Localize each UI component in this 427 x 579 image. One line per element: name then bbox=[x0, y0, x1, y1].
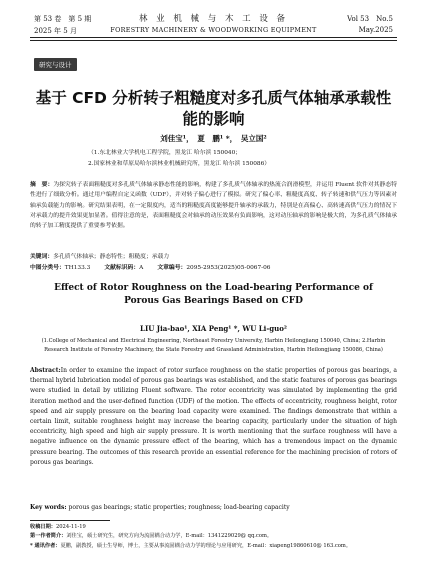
footnote-corresponding-author: * 通讯作者：夏鹏，副教授，硕士生导师，博士，主要从事流固耦合动力学的理论与应用研究，E-mail：xiapeng19860610@ 163.com。 bbox=[30, 542, 352, 549]
abstract-en bbox=[30, 366, 397, 468]
abstract-zh bbox=[30, 180, 397, 231]
abstract-zh-text: 为探究转子表面粗糙度对多孔质气体轴承静态性能的影响，构建了多孔质气体轴承的热流合润滑模型，并运用 Fluent 软件对其静态特性进行了细致分析。通过用户编程自定义函数（UDF），并对转子偏心进行了模拟。研究了偏心率、粗糙度高度、转子转速和供气压力等因素对轴承负载能力的影响。研究结果表明，在一定限度内，适当的粗糙度高度能够提升轴承的承载力，特别是在高偏心、高转速高供气压力的情况下对承载力的提升效果更加显著。值得注意的是，表面粗糙度会对轴承的动压效果有负面影响，这对动压轴承的影响是极大的，为多孔质气体轴承的转子加工精度提供了重要参考依据。 bbox=[30, 182, 397, 230]
volume-zh: 第 53 卷 第 5 期 bbox=[34, 15, 92, 23]
doc-code-label: 文献标识码： bbox=[104, 265, 140, 271]
abstract-en-label: Abstract: bbox=[30, 367, 61, 374]
clc-label: 中图分类号： bbox=[30, 265, 65, 271]
journal-title-en: FORESTRY MACHINERY & WOODWORKING EQUIPMENT bbox=[110, 26, 317, 34]
authors-en: LIU Jia-bao¹, XIA Peng¹ *, WU Li-guo² bbox=[140, 324, 287, 333]
date-en: May.2025 bbox=[358, 26, 393, 34]
authors-zh: 刘佳宝¹， 夏 鹏¹ *， 吴立国² bbox=[160, 134, 267, 143]
header-rule-thick bbox=[30, 37, 397, 38]
footnote-rule bbox=[30, 520, 110, 521]
abstract-zh-label: 摘 要： bbox=[30, 182, 54, 188]
footnotes bbox=[30, 523, 397, 551]
doc-code-value: A bbox=[139, 265, 144, 271]
footnote-received: 收稿日期：2024-11-19 bbox=[30, 524, 86, 530]
volume-en: Vol 53 No.5 bbox=[347, 15, 393, 23]
keywords-zh-label: 关键词： bbox=[30, 254, 54, 260]
journal-title-zh: 林 业 机 械 与 木 工 设 备 bbox=[138, 14, 289, 24]
keywords-en-text: porous gas bearings; static properties; roughness; load-bearing capacity bbox=[68, 504, 290, 511]
article-id-value: 2095-2953(2025)05-0067-06 bbox=[186, 265, 271, 271]
keywords-en bbox=[30, 504, 397, 511]
running-header bbox=[30, 4, 397, 48]
keywords-zh bbox=[30, 251, 397, 260]
date-zh: 2025 年 5 月 bbox=[34, 27, 77, 35]
affiliations-zh bbox=[88, 148, 367, 170]
keywords-zh-text: 多孔质气体轴承；静态特性；粗糙度；承载力 bbox=[53, 254, 170, 260]
keywords-en-label: Key words: bbox=[30, 504, 67, 511]
header-rule-thin bbox=[30, 40, 397, 41]
clc-value: TH133.3 bbox=[64, 265, 91, 271]
abstract-en-text: In order to examine the impact of rotor surface roughness on the static properties of porous gas bearings, a thermal hybrid lubrication model of porous gas bearings was established, and the static features of porous gas bearings were studied in detail by utilizing Fluent software. The rotor eccentricity was simulated by implementing the grid iteration method and the user-defined function (UDF) of the motion. The effects of eccentricity, roughness height, rotor speed and air supply pressure on the bearing load capacity were examined. The findings demonstrate that within a certain limit, suitable roughness height may increase the bearing capacity, particularly under the situation of high eccentricity, high speed and high air supply pressure. It is worth mentioning that the surface roughness will have a negative influence on the dynamic pressure effect of the bearing, which has a tremendous impact on the dynamic pressure bearing. The outcomes of this research provide an essential reference for the machining precision of rotors of porous gas bearings. bbox=[30, 367, 397, 466]
classification-zh bbox=[30, 262, 397, 271]
article-title-en: Effect of Rotor Roughness on the Load-bearing Performance of Porous Gas Bearings Based on CFD bbox=[54, 283, 373, 306]
affiliation-zh-1: （1.东北林业大学机电工程学院，黑龙江 哈尔滨 150040； bbox=[88, 150, 242, 156]
article-id-label: 文章编号： bbox=[157, 265, 187, 271]
affiliations-en: (1.College of Mechanical and Electrical Engineering, Northeast Forestry University, Harbin Heilongjiang 150040, China; 2.Harbin Research Institute of Forestry Machinery, the State Forestry and Grassland Administration, Harbin Heilongjiang 150086, China) bbox=[41, 338, 386, 353]
section-tag: 研究与设计 bbox=[34, 58, 77, 71]
footnote-first-author: 第一作者简介：刘佳宝，硕士研究生，研究方向为流固耦合动力学，E-mail：1341229029@ qq.com。 bbox=[30, 533, 273, 540]
article-title-zh: 基于 CFD 分析转子粗糙度对多孔质气体轴承承载性能的影响 bbox=[35, 89, 392, 128]
affiliation-zh-2: 2.国家林业和草原局哈尔滨林业机械研究所，黑龙江 哈尔滨 150086） bbox=[88, 161, 271, 167]
